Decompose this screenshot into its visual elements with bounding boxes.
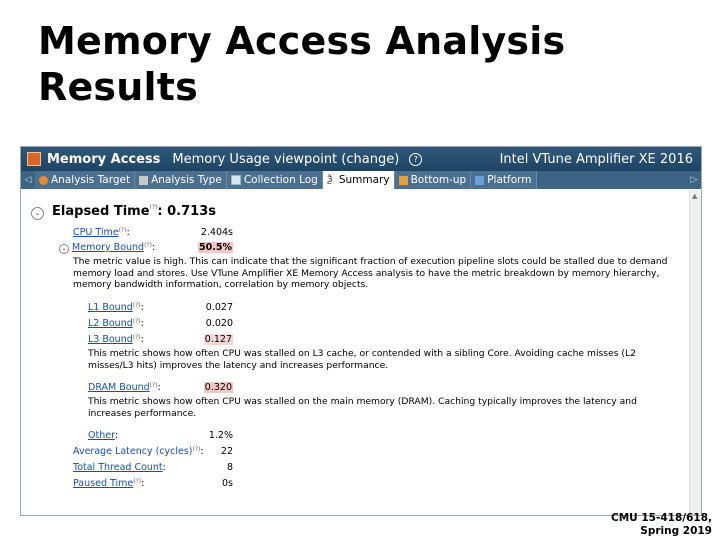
- viewpoint-change-link[interactable]: Memory Usage viewpoint (change): [172, 151, 400, 167]
- tab-scroll-left-icon[interactable]: ◁: [24, 175, 32, 185]
- l3-bound-value-cell: [191, 334, 233, 345]
- tab-analysis-target[interactable]: [35, 171, 135, 189]
- slide-title-line2: Results: [38, 65, 198, 109]
- tab-collection-log[interactable]: [227, 171, 323, 189]
- l1-bound-value: 0.027: [205, 302, 233, 313]
- l2-bound-label[interactable]: L2 Bound: [88, 318, 133, 329]
- summary-panel: [21, 190, 689, 515]
- paused-time-value: 0s: [222, 478, 233, 489]
- summary-icon: Ѯ: [326, 174, 333, 185]
- help-icon[interactable]: (?): [149, 204, 158, 211]
- memory-bound-value-cell: [191, 242, 233, 253]
- analysis-title: Memory Access: [47, 151, 161, 167]
- help-icon[interactable]: (?): [132, 334, 141, 341]
- help-icon[interactable]: ?: [409, 153, 422, 166]
- footer-term: Spring 2019: [640, 525, 712, 537]
- other-value: 1.2%: [208, 430, 233, 441]
- slide-title-line1: Memory Access Analysis: [38, 19, 566, 63]
- elapsed-time-row: [31, 204, 216, 220]
- vtune-window: [20, 146, 702, 516]
- average-latency-value: 22: [220, 446, 233, 457]
- thread-count-label[interactable]: Total Thread Count: [73, 462, 163, 473]
- tab-label: Bottom-up: [410, 174, 467, 186]
- memory-bound-row: ⌄ Memory Bound(?):: [59, 242, 155, 254]
- dram-bound-row: DRAM Bound(?):: [88, 382, 161, 393]
- help-icon[interactable]: (?): [118, 227, 127, 234]
- help-icon[interactable]: (?): [144, 242, 152, 249]
- slide-title: [38, 18, 565, 110]
- l1-bound-label[interactable]: L1 Bound: [88, 302, 133, 313]
- tab-platform[interactable]: [471, 171, 536, 189]
- l3-bound-value: 0.127: [204, 334, 232, 345]
- tab-label: Collection Log: [243, 174, 318, 186]
- elapsed-time-value: : 0.713s: [157, 204, 216, 219]
- window-titlebar: [21, 147, 701, 171]
- average-latency-label: Average Latency (cycles): [73, 446, 193, 457]
- tab-label: Analysis Type: [151, 174, 222, 186]
- l2-bound-value: 0.020: [205, 318, 233, 329]
- help-icon[interactable]: (?): [192, 446, 201, 453]
- target-icon: [39, 176, 48, 185]
- slide-footer: [611, 512, 712, 538]
- tab-label: Platform: [487, 174, 532, 186]
- cpu-time-row: CPU Time(?):: [73, 227, 130, 238]
- l3-bound-label[interactable]: L3 Bound: [88, 334, 133, 345]
- vertical-scrollbar[interactable]: [689, 190, 701, 515]
- tab-label: Analysis Target: [51, 174, 131, 186]
- bottom-up-icon: [399, 176, 408, 185]
- memory-bound-label[interactable]: Memory Bound: [72, 242, 145, 253]
- average-latency-row: Average Latency (cycles)(?):: [73, 446, 204, 457]
- tab-scroll-right-icon[interactable]: ▷: [690, 175, 698, 185]
- dram-bound-value-cell: [191, 382, 233, 393]
- log-icon: [231, 175, 241, 185]
- tab-bottom-up[interactable]: [395, 171, 472, 189]
- other-label[interactable]: Other: [88, 430, 115, 441]
- l2-bound-row: L2 Bound(?):: [88, 318, 144, 329]
- cpu-time-label[interactable]: CPU Time: [73, 227, 119, 238]
- tab-analysis-type[interactable]: [135, 171, 227, 189]
- analysis-type-icon: [139, 176, 148, 185]
- platform-icon: [475, 176, 484, 185]
- help-icon[interactable]: (?): [132, 302, 141, 309]
- cpu-time-value: 2.404s: [200, 227, 233, 238]
- l3-bound-row: L3 Bound(?):: [88, 334, 144, 345]
- tab-label: Summary: [338, 174, 390, 186]
- paused-time-label[interactable]: Paused Time: [73, 478, 134, 489]
- l1-bound-row: L1 Bound(?):: [88, 302, 144, 313]
- help-icon[interactable]: (?): [133, 478, 142, 485]
- paused-time-row: Paused Time(?):: [73, 478, 145, 489]
- product-name: Intel VTune Amplifier XE 2016: [499, 151, 693, 167]
- tab-summary[interactable]: [323, 171, 395, 189]
- dram-bound-note: This metric shows how often CPU was stalled on the main memory (DRAM). Caching typically improves the latency and increases performance.: [88, 396, 637, 419]
- memory-access-icon: [27, 152, 41, 166]
- dram-bound-label[interactable]: DRAM Bound: [88, 382, 150, 393]
- footer-course: CMU 15-418/618,: [611, 512, 712, 524]
- memory-bound-note: The metric value is high. This can indicate that the significant fraction of execution pipeline slots could be stalled due to demand memory load and stores. Use VTune Amplifier XE Memory Access analysis to have the metric breakdown by memory hierarchy, memory bandwidth information, correlation by memory objects.: [73, 256, 668, 290]
- collapse-icon[interactable]: ⌄: [31, 207, 44, 220]
- collapse-icon[interactable]: ⌄: [59, 244, 69, 254]
- help-icon[interactable]: (?): [149, 382, 158, 389]
- scroll-up-icon[interactable]: ▲: [692, 192, 698, 200]
- l3-bound-note: This metric shows how often CPU was stalled on L3 cache, or contended with a sibling Core. Avoiding cache misses (L2 misses/L3 hits) improves the latency and increases performance.: [88, 348, 636, 371]
- thread-count-row: Total Thread Count:: [73, 462, 166, 473]
- thread-count-value: 8: [226, 462, 233, 473]
- elapsed-time-label: Elapsed Time: [52, 204, 150, 219]
- memory-bound-value: 50.5%: [199, 242, 232, 253]
- help-icon[interactable]: (?): [132, 318, 141, 325]
- dram-bound-value: 0.320: [204, 382, 232, 393]
- other-row: Other:: [88, 430, 119, 441]
- tab-bar: [21, 171, 701, 189]
